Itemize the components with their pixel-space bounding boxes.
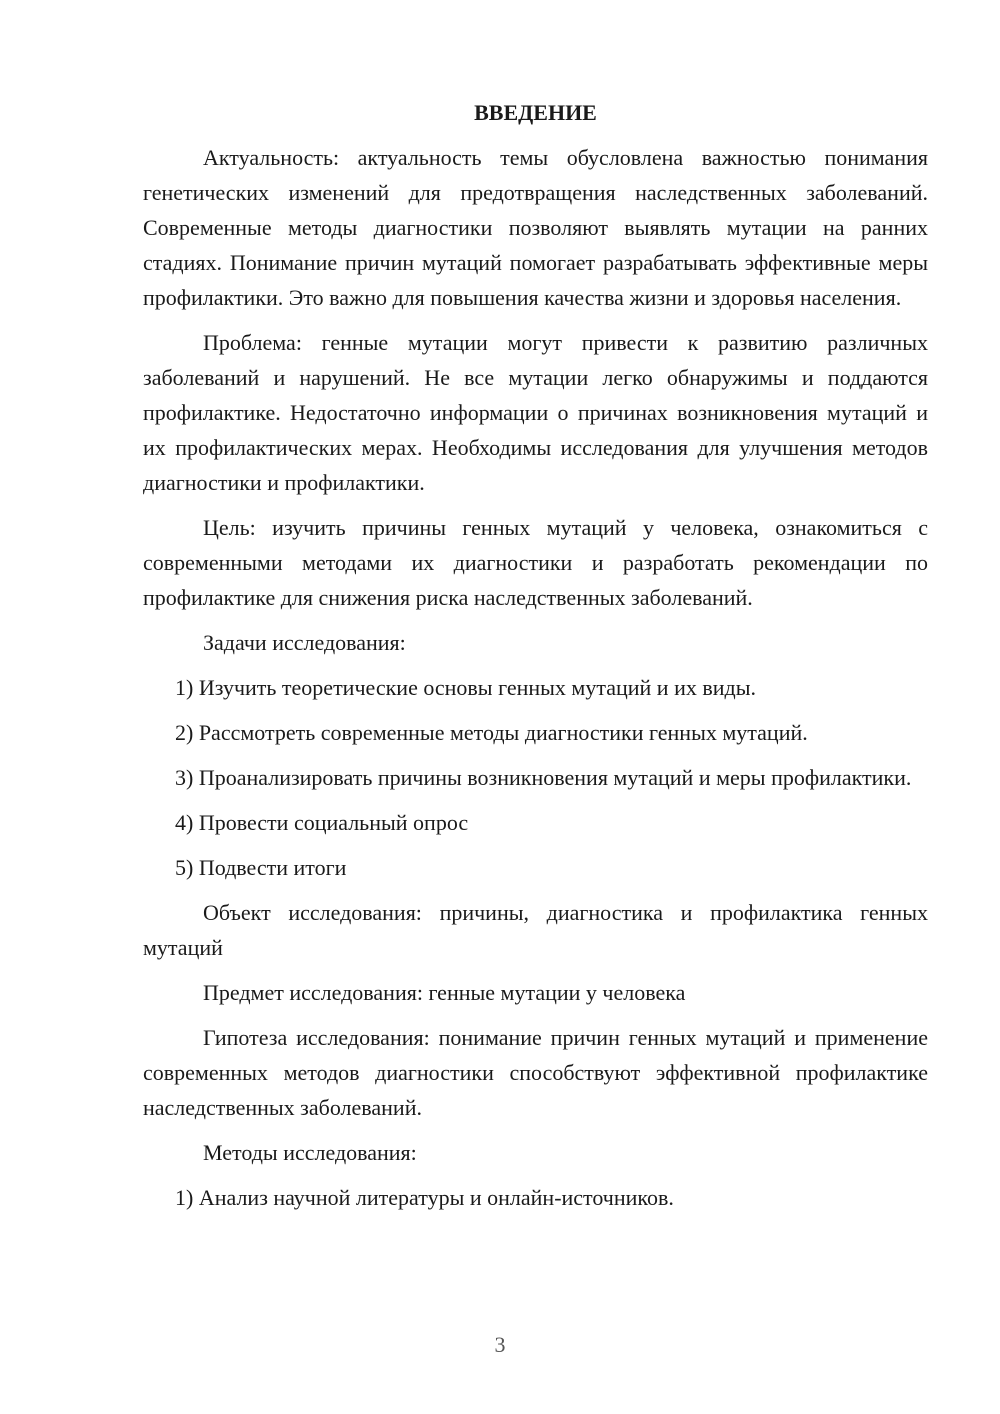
tasks-list	[143, 670, 928, 885]
problem-paragraph: Проблема: генные мутации могут привести к развитию различных заболеваний и нарушений. Не все мутации легко обнаружимы и поддаются профилактике. Недостаточно информации о причинах возникновения мутаций и их профилактических мерах. Необходимы исследования для улучшения методов диагностики и профилактики.	[143, 330, 928, 495]
tasks-heading: Задачи исследования:	[203, 630, 406, 655]
object-paragraph: Объект исследования: причины, диагностика и профилактика генных мутаций	[143, 900, 928, 960]
hypothesis-paragraph: Гипотеза исследования: понимание причин генных мутаций и применение современных методов диагностики способствуют эффективной профилактике наследственных заболеваний.	[143, 1025, 928, 1120]
goal-paragraph: Цель: изучить причины генных мутаций у человека, ознакомиться с современными методами их диагностики и разработать рекомендации по профилактике для снижения риска наследственных заболеваний.	[143, 515, 928, 610]
document-title: ВВЕДЕНИЕ	[474, 100, 597, 125]
methods-list	[143, 1180, 928, 1215]
task-item-2: 2) Рассмотреть современные методы диагностики генных мутаций.	[175, 720, 808, 745]
methods-heading: Методы исследования:	[203, 1140, 417, 1165]
task-item-1: 1) Изучить теоретические основы генных мутаций и их виды.	[175, 675, 756, 700]
page-number: 3	[494, 1332, 506, 1357]
relevance-paragraph: Актуальность: актуальность темы обусловлена важностью понимания генетических изменений для предотвращения наследственных заболеваний. Современные методы диагностики позволяют выявлять мутации на ранних стадиях. Понимание причин мутаций помогает разрабатывать эффективные меры профилактики. Это важно для повышения качества жизни и здоровья населения.	[143, 145, 928, 310]
task-item-5: 5) Подвести итоги	[175, 855, 347, 880]
method-item-1: 1) Анализ научной литературы и онлайн-источников.	[175, 1185, 674, 1210]
document-page	[143, 95, 928, 1225]
subject-paragraph: Предмет исследования: генные мутации у человека	[203, 980, 686, 1005]
task-item-4: 4) Провести социальный опрос	[175, 810, 469, 835]
task-item-3: 3) Проанализировать причины возникновения мутаций и меры профилактики.	[175, 765, 912, 790]
